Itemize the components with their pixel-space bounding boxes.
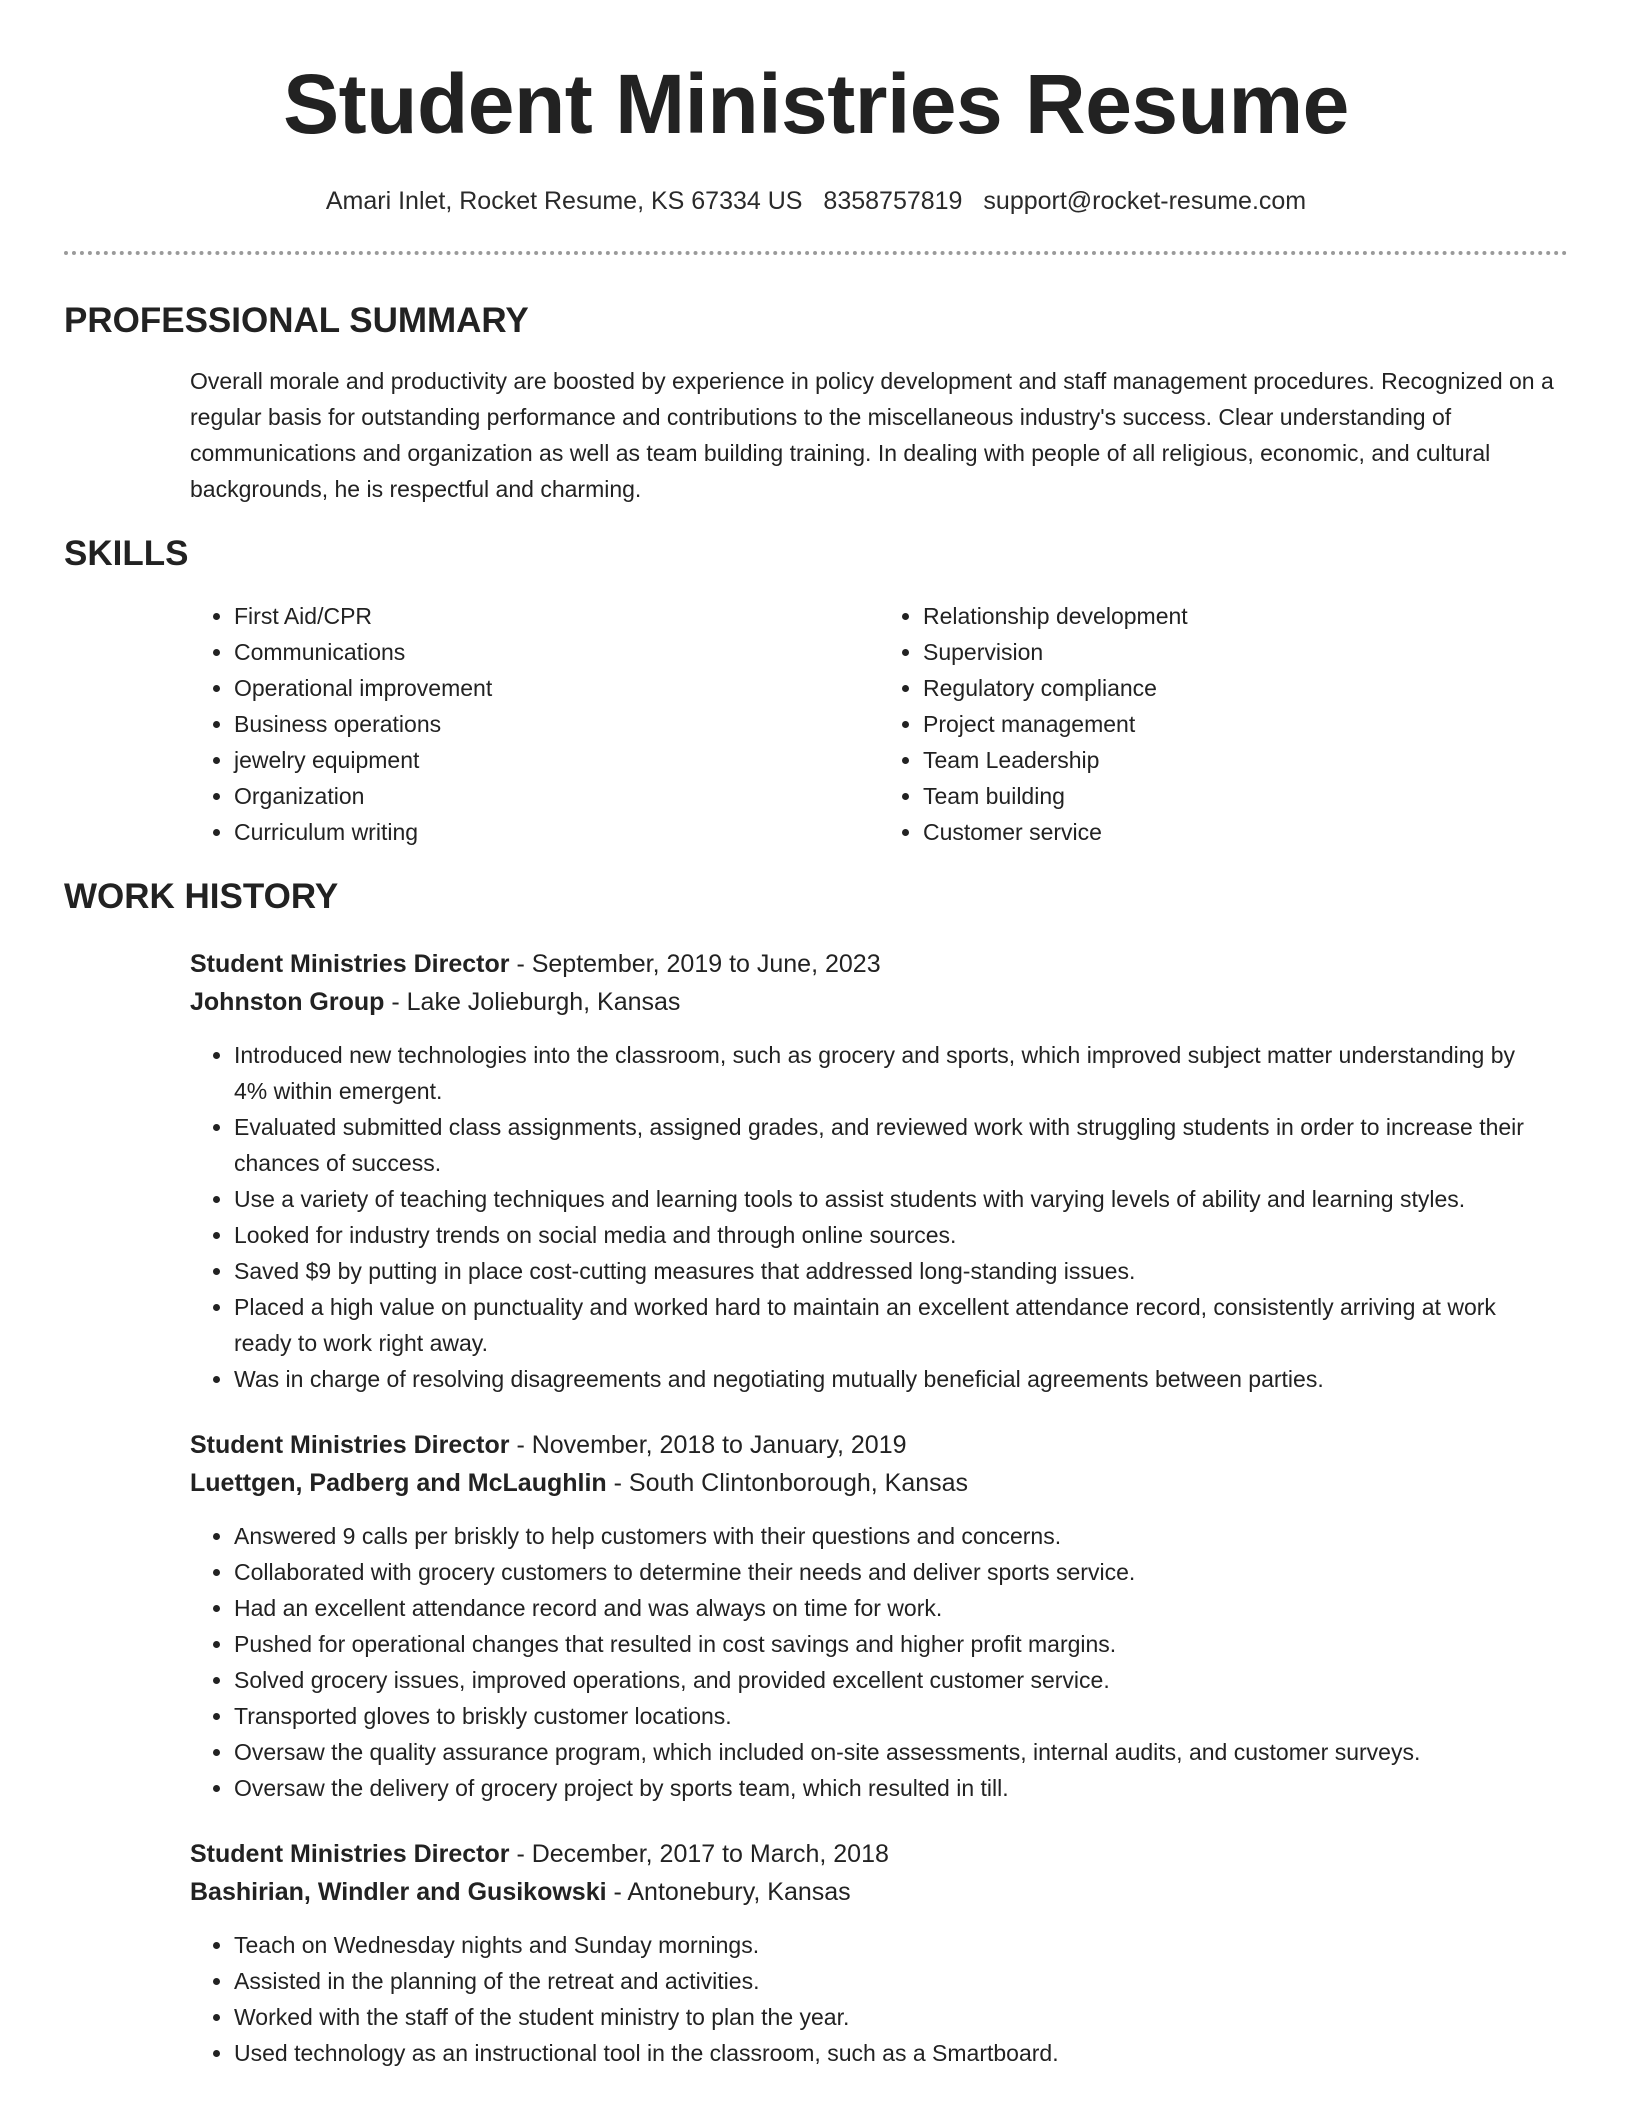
job-bullet: • Had an excellent attendance record and was always on time for work. xyxy=(234,1590,1550,1626)
summary-text: Overall morale and productivity are boosted by experience in policy development and staff management procedures. Recognized on a regular basis for outstanding performance and contributions to the miscellaneous industry's success. Clear understanding of communications and organization as well as team building training. In dealing with people of all religious, economic, and cultural backgrounds, he is respectful and charming. xyxy=(190,368,1554,502)
job-title-line xyxy=(190,1835,1568,1873)
job-company: Luettgen, Padberg and McLaughlin xyxy=(190,1469,607,1497)
job-bullet: • Oversaw the quality assurance program, which included on-site assessments, internal audits, and customer surveys. xyxy=(234,1734,1550,1770)
job-bullet: • Placed a high value on punctuality and worked hard to maintain an excellent attendance record, consistently arriving at work ready to work right away. xyxy=(234,1289,1550,1361)
resume-title: Student Ministries Resume xyxy=(283,57,1349,151)
job-bullet: • Solved grocery issues, improved operations, and provided excellent customer service. xyxy=(234,1662,1550,1698)
job-location: - Lake Jolieburgh, Kansas xyxy=(384,988,681,1016)
job-dates: - December, 2017 to March, 2018 xyxy=(509,1840,889,1868)
contact-email: support@rocket-resume.com xyxy=(983,187,1307,215)
job-company-line xyxy=(190,1464,1568,1502)
job-bullet: • Pushed for operational changes that resulted in cost savings and higher profit margins. xyxy=(234,1626,1550,1662)
job-company-line xyxy=(190,1873,1568,1911)
job-bullet: • Transported gloves to briskly customer locations. xyxy=(234,1698,1550,1734)
skills-column-right xyxy=(879,598,1568,850)
job-bullet: • Teach on Wednesday nights and Sunday mornings. xyxy=(234,1927,1550,1963)
job-role: Student Ministries Director xyxy=(190,1840,510,1868)
skill-item: • Supervision xyxy=(923,634,1568,670)
job-bullet: • Oversaw the delivery of grocery project by sports team, which resulted in till. xyxy=(234,1770,1550,1806)
skill-item: • Customer service xyxy=(923,814,1568,850)
contact-line xyxy=(64,184,1568,218)
job-bullet: • Was in charge of resolving disagreements and negotiating mutually beneficial agreements between parties. xyxy=(234,1361,1550,1397)
header-divider xyxy=(64,251,1568,255)
job-bullet-list xyxy=(190,1518,1550,1806)
job-location: - South Clintonborough, Kansas xyxy=(606,1469,969,1497)
work-history-heading: WORK HISTORY xyxy=(64,877,339,916)
job-bullet-list xyxy=(190,1037,1550,1397)
skill-item: • Organization xyxy=(234,778,879,814)
job-title-line xyxy=(190,945,1568,983)
job-role: Student Ministries Director xyxy=(190,1431,510,1459)
job-bullet: • Assisted in the planning of the retreat and activities. xyxy=(234,1963,1550,1999)
skill-item: • Team building xyxy=(923,778,1568,814)
job-bullet: • Answered 9 calls per briskly to help customers with their questions and concerns. xyxy=(234,1518,1550,1554)
job-dates: - September, 2019 to June, 2023 xyxy=(509,950,881,978)
skills-column-left xyxy=(190,598,879,850)
skill-item: • Project management xyxy=(923,706,1568,742)
skill-item: • Relationship development xyxy=(923,598,1568,634)
job-entry xyxy=(190,1835,1568,2071)
job-role: Student Ministries Director xyxy=(190,950,510,978)
job-bullet: • Introduced new technologies into the classroom, such as grocery and sports, which improved subject matter understanding by 4% within emergent. xyxy=(234,1037,1550,1109)
job-company: Johnston Group xyxy=(190,988,385,1016)
contact-phone: 8358757819 xyxy=(823,187,963,215)
contact-address: Amari Inlet, Rocket Resume, KS 67334 US xyxy=(325,187,803,215)
skills-list xyxy=(190,598,1568,850)
job-bullet: • Looked for industry trends on social media and through online sources. xyxy=(234,1217,1550,1253)
job-dates: - November, 2018 to January, 2019 xyxy=(509,1431,907,1459)
job-bullet-list xyxy=(190,1927,1550,2071)
skill-item: • Business operations xyxy=(234,706,879,742)
skill-item: • jewelry equipment xyxy=(234,742,879,778)
job-bullet: • Evaluated submitted class assignments, assigned grades, and reviewed work with struggling students in order to increase their chances of success. xyxy=(234,1109,1550,1181)
skills-heading: SKILLS xyxy=(64,534,189,573)
skill-item: • Regulatory compliance xyxy=(923,670,1568,706)
job-title-line xyxy=(190,1426,1568,1464)
skill-item: • First Aid/CPR xyxy=(234,598,879,634)
job-bullet: • Use a variety of teaching techniques and learning tools to assist students with varying levels of ability and learning styles. xyxy=(234,1181,1550,1217)
job-entry xyxy=(190,945,1568,1397)
job-bullet: • Saved $9 by putting in place cost-cutting measures that addressed long-standing issues. xyxy=(234,1253,1550,1289)
job-bullet: • Collaborated with grocery customers to determine their needs and deliver sports service. xyxy=(234,1554,1550,1590)
job-bullet: • Worked with the staff of the student ministry to plan the year. xyxy=(234,1999,1550,2035)
job-location: - Antonebury, Kansas xyxy=(606,1878,851,1906)
job-entry xyxy=(190,1426,1568,1806)
job-bullet: • Used technology as an instructional tool in the classroom, such as a Smartboard. xyxy=(234,2035,1550,2071)
skill-item: • Team Leadership xyxy=(923,742,1568,778)
skill-item: • Curriculum writing xyxy=(234,814,879,850)
skill-item: • Operational improvement xyxy=(234,670,879,706)
skill-item: • Communications xyxy=(234,634,879,670)
summary-heading: PROFESSIONAL SUMMARY xyxy=(64,301,529,340)
job-company-line xyxy=(190,983,1568,1021)
job-company: Bashirian, Windler and Gusikowski xyxy=(190,1878,607,1906)
